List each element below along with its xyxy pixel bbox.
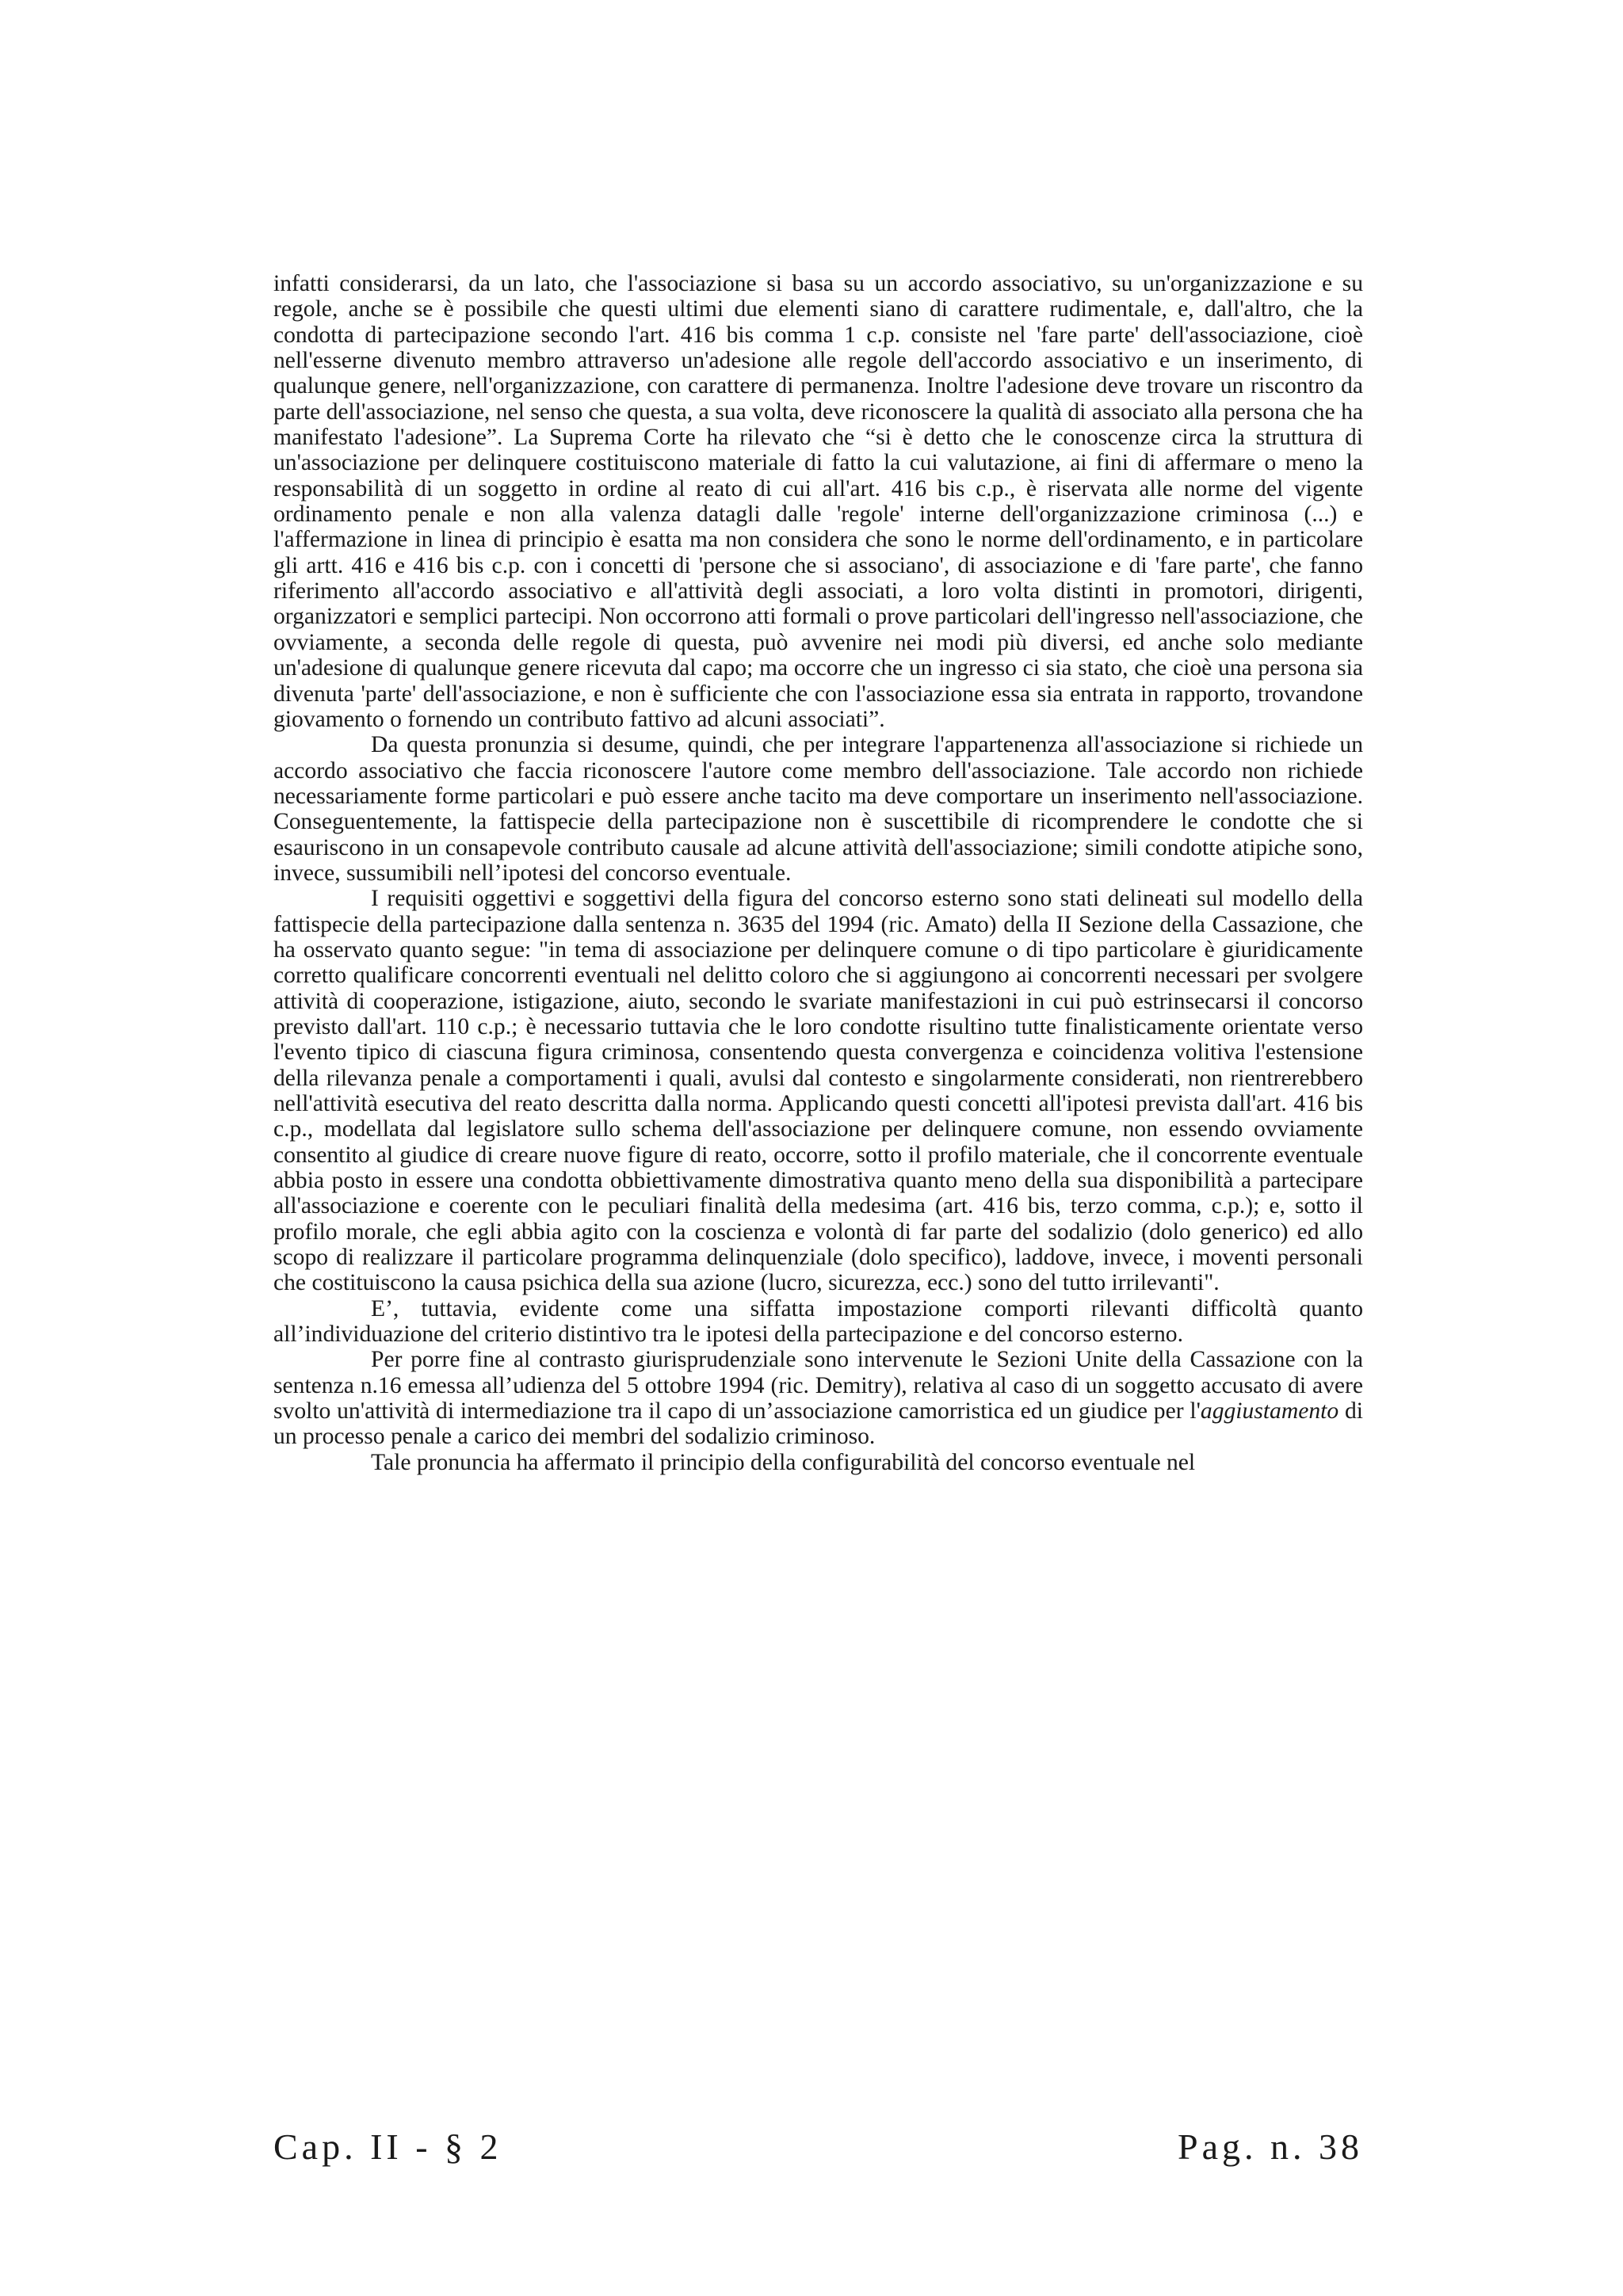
paragraph-5-text-b: di un processo penale a carico dei membri del sodalizio criminoso. — [273, 1398, 1363, 1450]
chapter-label: Cap. II - § 2 — [273, 2126, 502, 2167]
paragraph-5 — [273, 1347, 1363, 1449]
paragraph-5-text-a: Per porre fine al contrasto giurisprudenziale sono intervenute le Sezioni Unite della Cassazione con la sentenza n.16 emessa all’udienza del 5 ottobre 1994 (ric. Demitry), relativa al caso di un soggetto accusato di avere svolto un'attività di intermediazione tra il capo di un’associazione camorristica ed un giudice per l' — [273, 1347, 1363, 1425]
page-body — [273, 271, 1363, 1475]
page-footer — [273, 2123, 1363, 2171]
paragraph-6 — [273, 1450, 1363, 1475]
paragraph-3-text: I requisiti oggettivi e soggettivi della figura del concorso esterno sono stati delineati sul modello della fattispecie della partecipazione dalla sentenza n. 3635 del 1994 (ric. Amato) della II Sezione della Cassazione, che ha osservato quanto segue: "in tema di associazione per delinquere comune o di tipo particolare è giuridicamente corretto qualificare concorrenti eventuali nel delitto coloro che si aggiungono ai concorrenti necessari per svolgere attività di cooperazione, istigazione, aiuto, secondo le svariate manifestazioni in cui può estrinsecarsi il concorso previsto dall'art. 110 c.p.; è necessario tuttavia che le loro condotte risultino tutte finalisticamente orientate verso l'evento tipico di ciascuna figura criminosa, consentendo questa convergenza e coincidenza volitiva l'estensione della rilevanza penale a comportamenti i quali, avulsi dal contesto e singolarmente considerati, non rientrerebbero nell'attività esecutiva del reato descritta dalla norma. Applicando questi concetti all'ipotesi prevista dall'art. 416 bis c.p., modellata dal legislatore sullo schema dell'associazione per delinquere comune, non essendo ovviamente consentito al giudice di creare nuove figure di reato, occorre, sotto il profilo materiale, che il concorrente eventuale abbia posto in essere una condotta obbiettivamente dimostrativa quanto meno della sua disponibilità a partecipare all'associazione e coerente con le peculiari finalità della medesima (art. 416 bis, terzo comma, c.p.); e, sotto il profilo morale, che egli abbia agito con la coscienza e volontà di far parte del sodalizio (dolo generico) ed allo scopo di realizzare il particolare programma delinquenziale (dolo specifico), laddove, invece, i moventi personali che costituiscono la causa psichica della sua azione (lucro, sicurezza, ecc.) sono del tutto irrilevanti". — [273, 886, 1363, 1296]
paragraph-2 — [273, 732, 1363, 886]
paragraph-3 — [273, 886, 1363, 1296]
paragraph-4-text: E’, tuttavia, evidente come una siffatta impostazione comporti rilevanti difficoltà quanto all’individuazione del criterio distintivo tra le ipotesi della partecipazione e del concorso esterno. — [273, 1295, 1363, 1348]
paragraph-1-text: infatti considerarsi, da un lato, che l'associazione si basa su un accordo associativo, su un'organizzazione e su regole, anche se è possibile che questi ultimi due elementi siano di carattere rudimentale, e, dall'altro, che la condotta di partecipazione secondo l'art. 416 bis comma 1 c.p. consiste nel 'fare parte' dell'associazione, cioè nell'esserne divenuto membro attraverso un'adesione alle regole dell'accordo associativo e un inserimento, di qualunque genere, nell'organizzazione, con carattere di permanenza. Inoltre l'adesione deve trovare un riscontro da parte dell'associazione, nel senso che questa, a sua volta, deve riconoscere la qualità di associato alla persona che ha manifestato l'adesione”. La Suprema Corte ha rilevato che “si è detto che le conoscenze circa la struttura di un'associazione per delinquere costituiscono materiale di fatto la cui valutazione, ai fini di affermare o meno la responsabilità di un soggetto in ordine al reato di cui all'art. 416 bis c.p., è riservata alle norme del vigente ordinamento penale e non alla valenza datagli dalle 'regole' interne dell'organizzazione criminosa (...) e l'affermazione in linea di principio è esatta ma non considera che sono le norme dell'ordinamento, e in particolare gli artt. 416 e 416 bis c.p. con i concetti di 'persone che si associano', di associazione e di 'fare parte', che fanno riferimento all'accordo associativo e all'attività degli associati, a loro volta distinti in promotori, dirigenti, organizzatori e semplici partecipi. Non occorrono atti formali o prove particolari dell'ingresso nell'associazione, che ovviamente, a seconda delle regole di questa, può avvenire nei modi più diversi, ed anche solo mediante un'adesione di qualunque genere ricevuta dal capo; ma occorre che un ingresso ci sia stato, che cioè una persona sia divenuta 'parte' dell'associazione, e non è sufficiente che con l'associazione essa sia entrata in rapporto, trovandone giovamento o fornendo un contributo fattivo ad alcuni associati”. — [273, 271, 1363, 732]
paragraph-5-italic-term: aggiustamento — [1200, 1398, 1339, 1425]
paragraph-6-text: Tale pronuncia ha affermato il principio della configurabilità del concorso eventuale nel — [371, 1449, 1196, 1475]
page-number: Pag. n. 38 — [1178, 2126, 1363, 2167]
paragraph-1 — [273, 271, 1363, 732]
paragraph-4 — [273, 1296, 1363, 1348]
paragraph-2-text: Da questa pronunzia si desume, quindi, che per integrare l'appartenenza all'associazione si richiede un accordo associativo che faccia riconoscere l'autore come membro dell'associazione. Tale accordo non richiede necessariamente forme particolari e può essere anche tacito ma deve comportare un inserimento nell'associazione. Conseguentemente, la fattispecie della partecipazione non è suscettibile di ricomprendere le condotte che si esauriscono in un consapevole contributo causale ad alcune attività dell'associazione; simili condotte atipiche sono, invece, sussumibili nell’ipotesi del concorso eventuale. — [273, 732, 1363, 886]
